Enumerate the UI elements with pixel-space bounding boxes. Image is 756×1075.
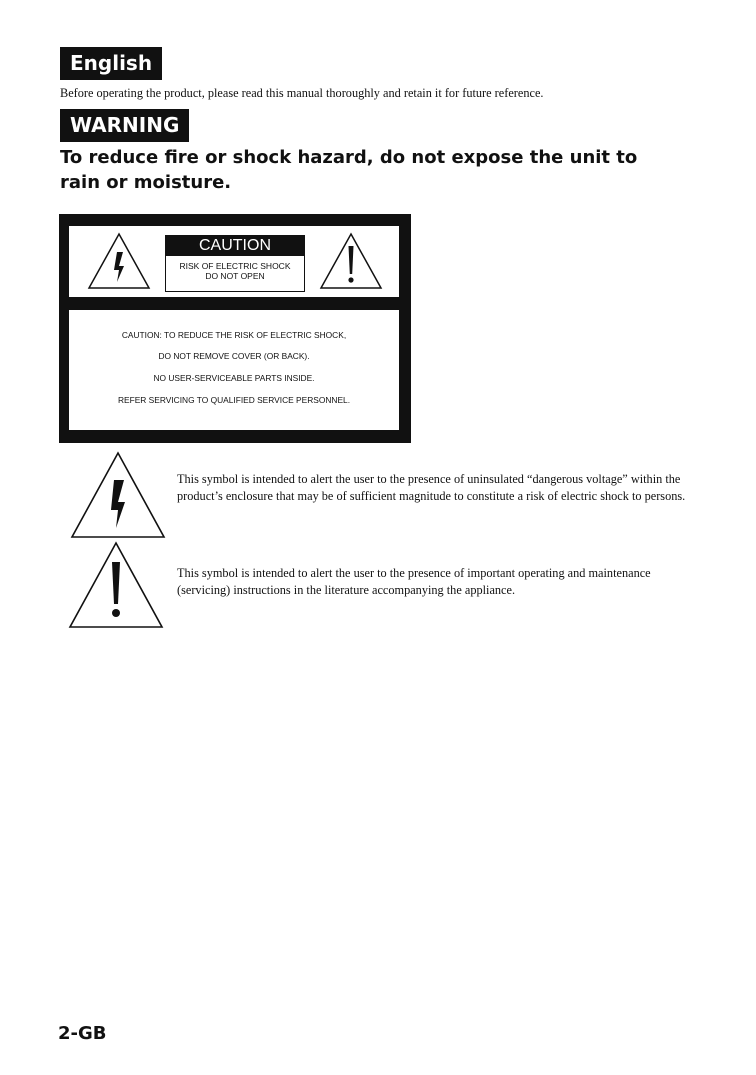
caution-line-2: DO NOT REMOVE COVER (OR BACK). <box>158 351 310 361</box>
exclamation-symbol-description: This symbol is intended to alert the user to the presence of important operating and maintenance (servicing) instructions in the literature accompanying the appliance. <box>177 566 651 597</box>
caution-label-top-panel <box>69 226 399 297</box>
language-badge: English <box>60 47 162 80</box>
intro-text: Before operating the product, please read this manual thoroughly and retain it for future reference. <box>60 86 544 100</box>
page-number: 2-GB <box>58 1023 107 1044</box>
caution-sub-line-1: RISK OF ELECTRIC SHOCK <box>179 261 291 271</box>
caution-title: CAUTION <box>166 236 304 256</box>
caution-sub-line-2: DO NOT OPEN <box>205 271 265 281</box>
exclamation-triangle-icon <box>68 540 164 630</box>
caution-label-bottom-panel <box>69 310 399 430</box>
caution-line-1: CAUTION: TO REDUCE THE RISK OF ELECTRIC SHOCK, <box>121 330 347 340</box>
lightning-triangle-icon <box>70 450 166 540</box>
warning-badge: WARNING <box>60 109 189 142</box>
caution-line-4: REFER SERVICING TO QUALIFIED SERVICE PERSONNEL. <box>117 395 351 405</box>
caution-box <box>165 235 305 292</box>
lightning-symbol-description: This symbol is intended to alert the user to the presence of uninsulated “dangerous voltage” within the product’s enclosure that may be of sufficient magnitude to constitute a risk of electric shock to persons. <box>177 472 686 503</box>
exclamation-triangle-icon <box>319 232 383 290</box>
lightning-triangle-icon <box>87 232 151 290</box>
caution-label <box>59 214 411 443</box>
warning-heading: To reduce fire or shock hazard, do not expose the unit to rain or moisture. <box>60 147 638 193</box>
caution-line-3: NO USER-SERVICEABLE PARTS INSIDE. <box>153 373 315 383</box>
